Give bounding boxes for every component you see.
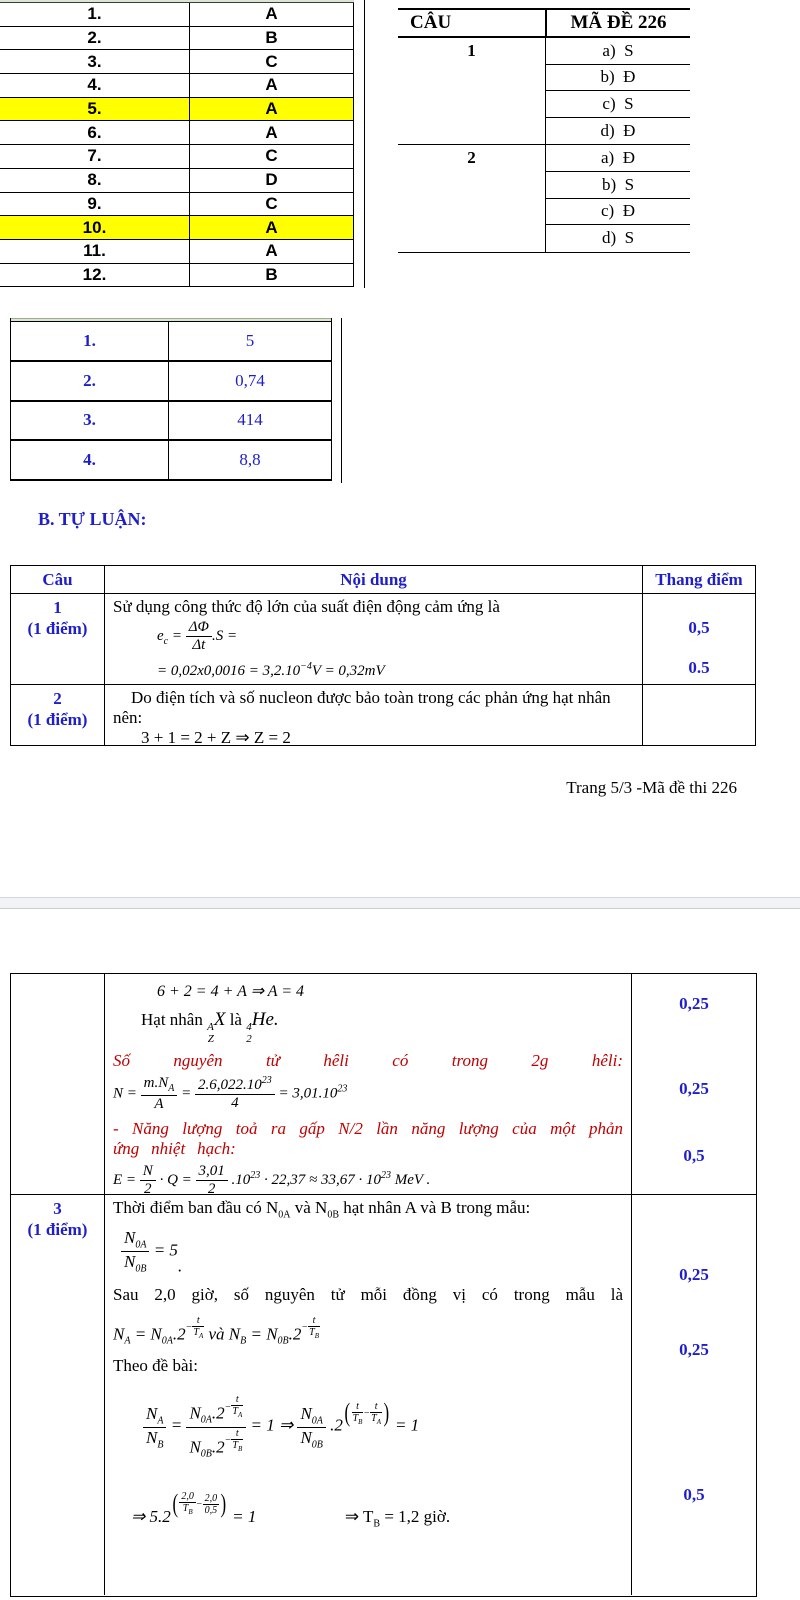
group-number-cell: 2 [467, 148, 476, 168]
points-value: 0,5 [688, 618, 710, 637]
question-unit: (1 điểm) [27, 710, 88, 730]
answer-cell: d) Đ [600, 121, 636, 141]
formula-part: 23 [337, 1083, 348, 1095]
question-number: 3 [53, 1199, 62, 1218]
solution-row-3 [11, 1195, 756, 1595]
question-number-cell: 2. [11, 362, 169, 400]
question-group [398, 38, 690, 145]
formula-part: −4 [300, 660, 312, 672]
table-row-highlighted [0, 98, 354, 122]
points-value: 0.5 [688, 658, 710, 677]
exponent-fraction: − $\frac{t}{T_A}$ [224, 1394, 243, 1420]
question-number-cell [11, 685, 104, 745]
formula-part: $N_{0A}$ [297, 1404, 325, 1428]
formula-part: N [140, 1163, 156, 1181]
solution-content-cell [104, 685, 643, 745]
group-answers [545, 145, 690, 251]
question-number-cell: 5. [0, 98, 190, 121]
formula-part: .2 [172, 1324, 186, 1344]
fraction [141, 1075, 178, 1113]
question-number-cell: 2. [0, 27, 190, 50]
solution-row-1 [11, 594, 755, 684]
group-answers [545, 38, 690, 144]
answer-letter-cell: B [265, 264, 278, 284]
formula-part: .2 [288, 1324, 302, 1344]
exponent-fraction: − $\frac{t}{T_A}$ [185, 1314, 204, 1340]
formula-part: = [168, 628, 186, 645]
answer-letter-cell: A [265, 122, 278, 142]
answer-cell: c) S [546, 91, 690, 118]
question-group [398, 145, 690, 252]
answer-value-cell: 414 [237, 410, 263, 430]
points-value: 0,25 [679, 1265, 709, 1284]
formula-part: = 1 [394, 1416, 420, 1436]
question-number-cell: 7. [0, 145, 190, 168]
formula-emf [157, 619, 634, 655]
formula-mass-number: 6 + 2 = 4 + A ⇒ A = 4 [157, 983, 304, 1000]
question-number: 2 [53, 689, 62, 708]
table-row [0, 121, 354, 145]
table-row [0, 169, 354, 193]
formula-part: = N [246, 1324, 278, 1344]
answer-letter-cell: A [265, 217, 278, 237]
formula-initial-ratio [121, 1228, 623, 1276]
question-number-cell [11, 594, 104, 684]
formula-part: Δt [192, 637, 206, 654]
formula-part: $N_A$ [143, 1404, 166, 1428]
formula-part: 2 [144, 1181, 152, 1198]
answer-letter-cell: D [265, 170, 278, 190]
header-question-cell: Câu [42, 569, 73, 589]
fraction [297, 1404, 325, 1451]
formula-part: A [124, 1335, 131, 1347]
formula-part: V [311, 662, 321, 679]
formula-charge-conservation: 3 + 1 = 2 + Z ⇒ Z = 2 [141, 728, 291, 747]
formula-part: e [157, 628, 164, 645]
exponent-fraction: − $\frac{t}{T_B}$ [301, 1314, 319, 1340]
solution-content-cell [104, 1195, 632, 1595]
points-value: 0,25 [679, 994, 709, 1013]
question-number-cell: 9. [0, 193, 190, 216]
formula-part: 0A [161, 1335, 173, 1347]
formula-part: · Q = [159, 1172, 192, 1189]
fraction [186, 1394, 246, 1459]
fraction [121, 1228, 149, 1275]
essay-solution-table [10, 565, 756, 746]
formula-part: B [240, 1335, 247, 1347]
table-row [11, 441, 331, 481]
formula-part: = 0,32mV [320, 662, 385, 679]
formula-final-result [131, 1490, 623, 1529]
text-part: 0A [278, 1209, 291, 1221]
truefalse-answer-table [398, 8, 690, 253]
nuclide-symbol: X [213, 1009, 226, 1030]
question-number-cell: 10. [0, 216, 190, 239]
page-break-separator [0, 897, 800, 909]
formula-part: $m.N_A$ [141, 1075, 178, 1096]
note-text-red: - Năng lượng toả ra gấp N/2 lần năng lượng của một phản ứng nhiệt hạch: [113, 1118, 623, 1158]
answer-letter-cell: C [265, 146, 278, 166]
solution-text: Sử dụng công thức độ lớn của suất điện động cảm ứng là [113, 597, 500, 616]
formula-part: $N_{0B}.2$ − $\frac{t}{T_B}$ [189, 1427, 243, 1460]
answer-cell: a) S [546, 38, 690, 65]
question-number-cell [11, 1195, 104, 1595]
formula-decay-laws [113, 1315, 623, 1347]
table-row [0, 264, 354, 288]
page-footer: Trang 5/3 -Mã đề thi 226 [566, 778, 737, 797]
formula-part: $N_{0B}$ [124, 1252, 147, 1275]
short-answer-table [10, 318, 332, 481]
formula-energy [113, 1163, 623, 1199]
formula-part: $N_{0A}.2$ − $\frac{t}{T_A}$ [186, 1394, 246, 1427]
formula-part: = 0,02x0,0016 = 3,2.10 [157, 662, 301, 679]
atomic-number: 2 [246, 1032, 252, 1045]
answer-letter-cell: A [265, 99, 278, 119]
solution-content-cell [104, 974, 632, 1198]
formula-part: c [163, 636, 169, 648]
table-row [0, 193, 354, 217]
answer-cell: d) S [601, 228, 635, 248]
text-part: là [225, 1010, 247, 1029]
nuclide-symbol: He. [251, 1009, 279, 1030]
mc-answer-table [0, 0, 354, 287]
question-number-cell [11, 974, 104, 1194]
fraction [186, 619, 212, 655]
formula-part: .S = [211, 628, 238, 645]
question-number-cell: 3. [0, 50, 190, 73]
text-part: 0B [327, 1209, 339, 1221]
answer-cell: b) S [546, 172, 690, 199]
formula-part: MeV . [391, 1172, 431, 1189]
question-number-cell: 1. [11, 322, 169, 360]
formula-part: = 1 [232, 1506, 257, 1526]
text-part: hạt nhân A và B trong mẫu: [339, 1198, 531, 1217]
header-code-cell: MÃ ĐỀ 226 [545, 10, 690, 36]
mass-number: A [207, 1021, 214, 1033]
question-unit: (1 điểm) [27, 1220, 88, 1240]
solution-row-2 [11, 684, 755, 745]
answer-cell: b) Đ [546, 65, 690, 92]
formula-part: 23 [250, 1170, 261, 1182]
table-row [11, 362, 331, 402]
table-header-row [11, 566, 755, 594]
fraction [196, 1163, 228, 1199]
formula-part: 2.6,022.10$^{23}$ [195, 1075, 275, 1095]
table-row [0, 240, 354, 264]
formula-part: .10 [231, 1172, 251, 1189]
answer-letter-cell: C [265, 51, 278, 71]
question-unit: (1 điểm) [27, 619, 88, 639]
question-number-cell: 8. [0, 169, 190, 192]
formula-part: = 5 [149, 1240, 178, 1260]
question-number-cell: 6. [0, 121, 190, 144]
formula-ratio-equation [143, 1394, 623, 1459]
answer-value-cell: 0,74 [235, 370, 265, 390]
table-row [0, 3, 354, 27]
formula-part: $N_{0A}$ [121, 1228, 149, 1252]
formula-part: ⇒ 5.2 [131, 1506, 171, 1526]
formula-part: 0B [277, 1335, 289, 1347]
solution-content-cell [104, 594, 643, 684]
formula-part: 4 [231, 1095, 239, 1112]
group-number-cell: 1 [467, 41, 476, 60]
section-heading: B. TỰ LUẬN: [38, 509, 147, 529]
points-cell [632, 1195, 756, 1595]
question-number: 1 [53, 598, 62, 617]
points-cell [643, 685, 755, 745]
answer-cell: c) Đ [546, 199, 690, 226]
formula-part: = [181, 1085, 192, 1102]
question-number-cell: 4. [0, 74, 190, 97]
header-question-cell: CÂU [410, 12, 452, 33]
formula-part: = 1 ⇒ [250, 1416, 294, 1436]
formula-part: = N [130, 1324, 162, 1344]
table-row [0, 145, 354, 169]
formula-part: .2 [330, 1416, 343, 1436]
answer-letter-cell: A [265, 4, 278, 24]
solution-row-continuation [11, 974, 756, 1198]
atomic-number: Z [207, 1032, 214, 1045]
formula-part: và [204, 1324, 229, 1344]
answer-letter-cell: A [265, 241, 278, 261]
formula-part: E = [113, 1172, 137, 1189]
nuclide-line [141, 1009, 623, 1045]
formula-part: ⇒ $T_B = 1,2$ giờ. [344, 1506, 451, 1530]
text-part: Hạt nhân [141, 1010, 208, 1029]
essay-solution-table-continued [10, 973, 757, 1597]
fraction [143, 1404, 166, 1451]
formula-part: · 22,37 ≈ 33,67 · 10 [260, 1172, 382, 1189]
formula-part: 3,01 [196, 1163, 228, 1181]
solution-text: Sau 2,0 giờ, số nguyên tử mỗi đồng vị có trong mẫu là [113, 1284, 623, 1304]
exponent-parenthesized: ( 2,0 $T_B$ − $\frac{2,0}{0,5}$ ) [172, 1488, 227, 1518]
formula-part: = 3,01.10 [278, 1085, 338, 1102]
formula-part: N = [113, 1085, 137, 1102]
header-content-cell: Nội dung [104, 566, 643, 593]
question-number-cell: 3. [11, 402, 169, 440]
points-cell [632, 974, 756, 1194]
text-part: Thời điểm ban đầu có N [113, 1198, 279, 1217]
exponent-parenthesized: ( t $T_B$ − $\frac{t}{T_A}$ ) [344, 1398, 390, 1428]
mass-number: 4 [246, 1021, 252, 1033]
formula-part: = [170, 1416, 183, 1436]
table-row [11, 402, 331, 442]
formula-part: . [177, 1256, 183, 1276]
formula-part: N [113, 1324, 125, 1344]
formula-part: $N_B$ [146, 1427, 164, 1451]
fraction [195, 1075, 275, 1113]
table-outer-border [341, 318, 342, 483]
formula-part: A [154, 1095, 164, 1112]
points-value: 0,25 [679, 1079, 709, 1098]
question-number-cell: 1. [0, 3, 190, 26]
answer-letter-cell: B [265, 28, 278, 48]
answer-letter-cell: A [265, 75, 278, 95]
solution-text [113, 1198, 623, 1220]
table-outer-border [364, 0, 365, 288]
points-value: 0,5 [683, 1485, 705, 1504]
answer-value-cell: 5 [245, 330, 255, 350]
question-number-cell: 11. [0, 240, 190, 263]
points-cell [643, 594, 755, 684]
answer-cell: a) Đ [546, 145, 690, 172]
table-row-highlighted [0, 216, 354, 240]
exponent-fraction: − $\frac{t}{T_B}$ [224, 1427, 243, 1453]
formula-part: $N_{0B}$ [300, 1427, 323, 1451]
table-row [11, 322, 331, 362]
table-row [0, 50, 354, 74]
formula-part: 23 [381, 1170, 392, 1182]
solution-text: Theo đề bài: [113, 1356, 198, 1376]
points-value: 0,25 [679, 1340, 709, 1359]
text-part: và N [290, 1198, 328, 1217]
nuclide-prefix [207, 1022, 214, 1045]
table-header-row [398, 10, 690, 38]
fraction [140, 1163, 156, 1199]
solution-text: Do điện tích và số nucleon được bảo toàn trong các phản ứng hạt nhân nên: [113, 688, 611, 727]
table-row [0, 74, 354, 98]
question-number-cell: 12. [0, 264, 190, 287]
formula-part: ΔΦ [186, 619, 212, 637]
formula-atom-count [113, 1075, 623, 1113]
note-text-red: Số nguyên tử hêli có trong 2g hêli: [113, 1051, 623, 1071]
question-number-cell: 4. [11, 441, 169, 479]
header-points-cell: Thang điểm [655, 569, 743, 589]
answer-value-cell: 8,8 [239, 450, 261, 470]
table-row [0, 27, 354, 51]
points-value: 0,5 [683, 1146, 705, 1165]
answer-letter-cell: C [265, 193, 278, 213]
formula-part: N [228, 1324, 241, 1344]
formula-part: 2 [207, 1181, 216, 1198]
formula-emf-result [157, 661, 634, 680]
